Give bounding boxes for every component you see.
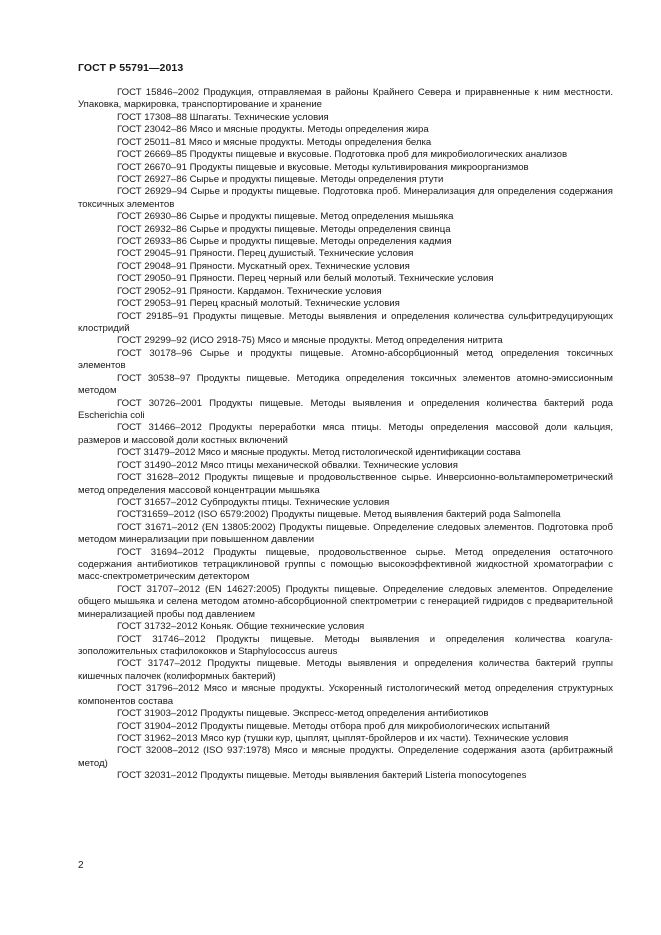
reference-item: ГОСТ 31628–2012 Продукты пищевые и продовольственное сырье. Инверсионно-вольтамперометрический метод определения массовой концентрации мышьяка (78, 472, 613, 496)
reference-item: ГОСТ 26933–86 Сырье и продукты пищевые. Методы определения кадмия (117, 236, 452, 248)
reference-item: ГОСТ 26929–94 Сырье и продукты пищевые. Подготовка проб. Минерализация для определения содержания токсичных элементов (78, 186, 613, 210)
reference-item: ГОСТ 31657–2012 Субпродукты птицы. Технические условия (117, 496, 390, 508)
reference-item: ГОСТ 31479–2012 Мясо и мясные продукты. Метод гистологической идентификации состава (117, 447, 521, 459)
reference-item: ГОСТ 29185–91 Продукты пищевые. Методы выявления и определения количества сульфитредуцирующих клостридий (78, 310, 613, 335)
page-number: 2 (78, 860, 84, 871)
reference-item: ГОСТ 31903–2012 Продукты пищевые. Экспресс-метод определения антибиотиков (117, 708, 489, 720)
reference-item: ГОСТ 26669–85 Продукты пищевые и вкусовые. Подготовка проб для микробиологических анализов (117, 149, 568, 161)
reference-item: ГОСТ 29050–91 Пряности. Перец черный или белый молотый. Технические условия (117, 273, 494, 285)
reference-item: ГОСТ 26932–86 Сырье и продукты пищевые. Методы определения свинца (117, 223, 451, 235)
normative-references-list (78, 87, 613, 783)
reference-item: ГОСТ 31746–2012 Продукты пищевые. Методы выявления и определения количества коагулазоположительных стафилококков и Staphylococcus aureus (78, 633, 613, 657)
reference-item: ГОСТ 29048–91 Пряности. Мускатный орех. Технические условия (117, 260, 410, 272)
reference-item: ГОСТ 31747–2012 Продукты пищевые. Методы выявления и определения количества бактерий группы кишечных палочек (колиформных бактерий) (78, 658, 613, 682)
reference-item: ГОСТ31659–2012 (ISO 6579:2002) Продукты пищевые. Метод выявления бактерий рода Salmonella (117, 509, 561, 521)
reference-item: ГОСТ 31490–2012 Мясо птицы механической обвалки. Технические условия (117, 459, 458, 471)
reference-item: ГОСТ 26930–86 Сырье и продукты пищевые. Метод определения мышьяка (117, 211, 454, 223)
reference-item: ГОСТ 26670–91 Продукты пищевые и вкусовые. Методы культивирования микроорганизмов (117, 161, 529, 173)
reference-item: ГОСТ 32031–2012 Продукты пищевые. Методы выявления бактерий Listeria monocytogenes (117, 770, 527, 782)
reference-item: ГОСТ 17308–88 Шпагаты. Технические условия (117, 111, 329, 123)
reference-item: ГОСТ 29299–92 (ИСО 2918-75) Мясо и мясные продукты. Метод определения нитрита (117, 335, 503, 347)
reference-item: ГОСТ 31671–2012 (EN 13805:2002) Продукты пищевые. Определение следовых элементов. Подготовка проб методом минерализации при повышенном давлении (78, 521, 613, 546)
reference-item: ГОСТ 30538–97 Продукты пищевые. Методика определения токсичных элементов атомно-эмиссионным методом (78, 372, 613, 397)
reference-item: ГОСТ 29053–91 Перец красный молотый. Технические условия (117, 298, 400, 310)
reference-item: ГОСТ 32008–2012 (ISO 937:1978) Мясо и мясные продукты. Определение содержания азота (арбитражный метод) (78, 745, 613, 769)
reference-item: ГОСТ 31466–2012 Продукты переработки мяса птицы. Методы определения массовой доли кальция, размеров и массовой доли костных включений (78, 422, 613, 446)
reference-item: ГОСТ 15846–2002 Продукция, отправляемая в районы Крайнего Севера и приравненные к ним местности. Упаковка, маркировка, транспортирование и хранение (78, 87, 613, 111)
reference-item: ГОСТ 29052–91 Пряности. Кардамон. Технические условия (117, 285, 382, 297)
reference-item: ГОСТ 29045–91 Пряности. Перец душистый. Технические условия (117, 248, 414, 260)
reference-item: ГОСТ 30178–96 Сырье и продукты пищевые. Атомно-абсорбционный метод определения токсичных элементов (78, 347, 613, 372)
reference-item: ГОСТ 26927–86 Сырье и продукты пищевые. Методы определения ртути (117, 173, 444, 185)
reference-item: ГОСТ 31904–2012 Продукты пищевые. Методы отбора проб для микробиологических испытаний (117, 720, 550, 732)
reference-item: ГОСТ 31707–2012 (EN 14627:2005) Продукты пищевые. Определение следовых элементов. Определение общего мышьяка и селена методом атомно-абсорбционной спектрометрии с генерацией гидридов с предварительной минерализацией пробы под давлением (78, 583, 613, 620)
reference-item: ГОСТ 31694–2012 Продукты пищевые, продовольственное сырье. Метод определения остаточного содержания антибиотиков тетрациклиновой группы с помощью высокоэффективной жидкостной хроматографии с масс-спектрометрическим детектором (78, 546, 613, 583)
page-header: ГОСТ Р 55791—2013 (78, 62, 184, 74)
reference-item: ГОСТ 25011–81 Мясо и мясные продукты. Методы определения белка (117, 136, 432, 148)
reference-item: ГОСТ 30726–2001 Продукты пищевые. Методы выявления и определения количества бактерий рода Escherichia coli (78, 397, 613, 421)
reference-item: ГОСТ 31962–2013 Мясо кур (тушки кур, цыплят, цыплят-бройлеров и их части). Технические условия (117, 732, 569, 744)
reference-item: ГОСТ 31732–2012 Коньяк. Общие технические условия (117, 621, 365, 633)
reference-item: ГОСТ 23042–86 Мясо и мясные продукты. Методы определения жира (117, 124, 429, 136)
reference-item: ГОСТ 31796–2012 Мясо и мясные продукты. Ускоренный гистологический метод определения структурных компонентов состава (78, 683, 613, 707)
